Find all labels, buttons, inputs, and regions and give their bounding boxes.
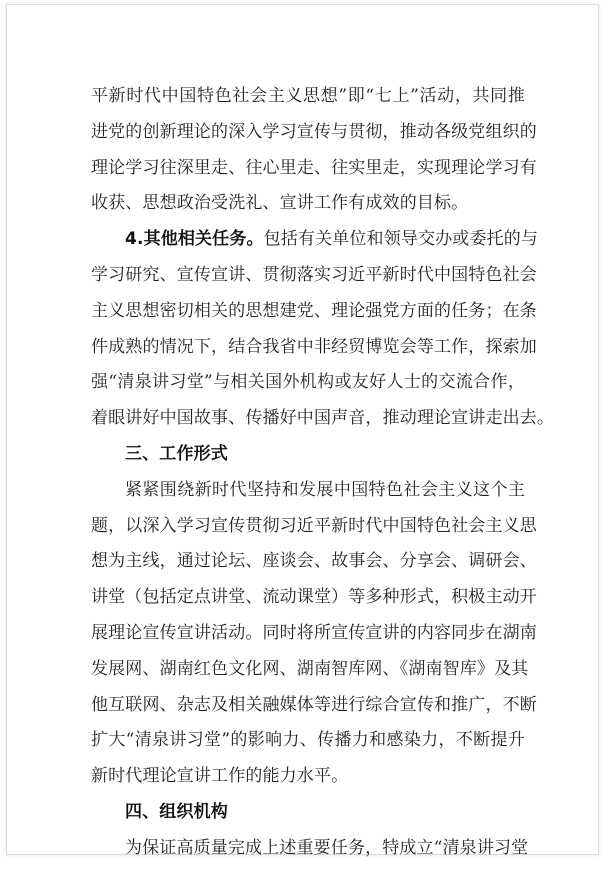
paragraph-line: 新时代理论宣讲工作的能力水平。 xyxy=(91,766,349,787)
paragraph-line: 紧紧围绕新时代坚持和发展中国特色社会主义这个主 xyxy=(125,479,525,500)
paragraph-line: 理论学习往深里走、往心里走、往实里走，实现理论学习有 xyxy=(91,157,537,178)
document-page xyxy=(6,4,599,858)
paragraph-line: 收获、思想政治受洗礼、宣讲工作有成效的目标。 xyxy=(91,193,469,214)
paragraph-line: 平新时代中国特色社会主义思想”即“七上”活动，共同推 xyxy=(91,86,525,106)
paragraph-line: 扩大“清泉讲习堂”的影响力、传播力和感染力，不断提升 xyxy=(91,730,525,751)
paragraph-line: 强“清泉讲习堂”与相关国外机构或友好人士的交流合作， xyxy=(91,372,525,393)
subsection-title: 4.其他相关任务。 xyxy=(125,229,264,250)
paragraph-line: 主义思想密切相关的思想建党、理论强党方面的任务；在条 xyxy=(91,300,537,321)
paragraph-line: 想为主线，通过论坛、座谈会、故事会、分享会、调研会、 xyxy=(91,551,537,572)
paragraph-line: 题，以深入学习宣传贯彻习近平新时代中国特色社会主义思 xyxy=(91,515,537,536)
section-heading: 四、组织机构 xyxy=(125,801,228,822)
paragraph-line: 他互联网、杂志及相关融媒体等进行综合宣传和推广，不断 xyxy=(91,694,537,715)
paragraph-line: 件成熟的情况下，结合我省中非经贸博览会等工作，探索加 xyxy=(91,336,537,357)
paragraph-line: 学习研究、宣传宣讲、贯彻落实习近平新时代中国特色社会 xyxy=(91,264,537,285)
paragraph-line: 讲堂（包括定点讲堂、流动课堂）等多种形式，积极主动开 xyxy=(91,587,537,608)
paragraph-line xyxy=(91,227,539,263)
paragraph-text: 包括有关单位和领导交办或委托的与 xyxy=(263,229,539,250)
document-body xyxy=(91,84,555,872)
paragraph-line: 着眼讲好中国故事、传播好中国声音，推动理论宣讲走出去。 xyxy=(91,408,555,429)
paragraph-line: 发展网、湖南红色文化网、湖南智库网、《湖南智库》及其 xyxy=(91,658,529,679)
section-heading: 三、工作形式 xyxy=(125,443,228,464)
paragraph-line: 进党的创新理论的深入学习宣传与贯彻，推动各级党组织的 xyxy=(91,121,537,142)
paragraph-line: 展理论宣传宣讲活动。同时将所宣传宣讲的内容同步在湖南 xyxy=(91,622,537,643)
paragraph-line: 为保证高质量完成上述重要任务，特成立“清泉讲习堂 xyxy=(125,837,529,858)
